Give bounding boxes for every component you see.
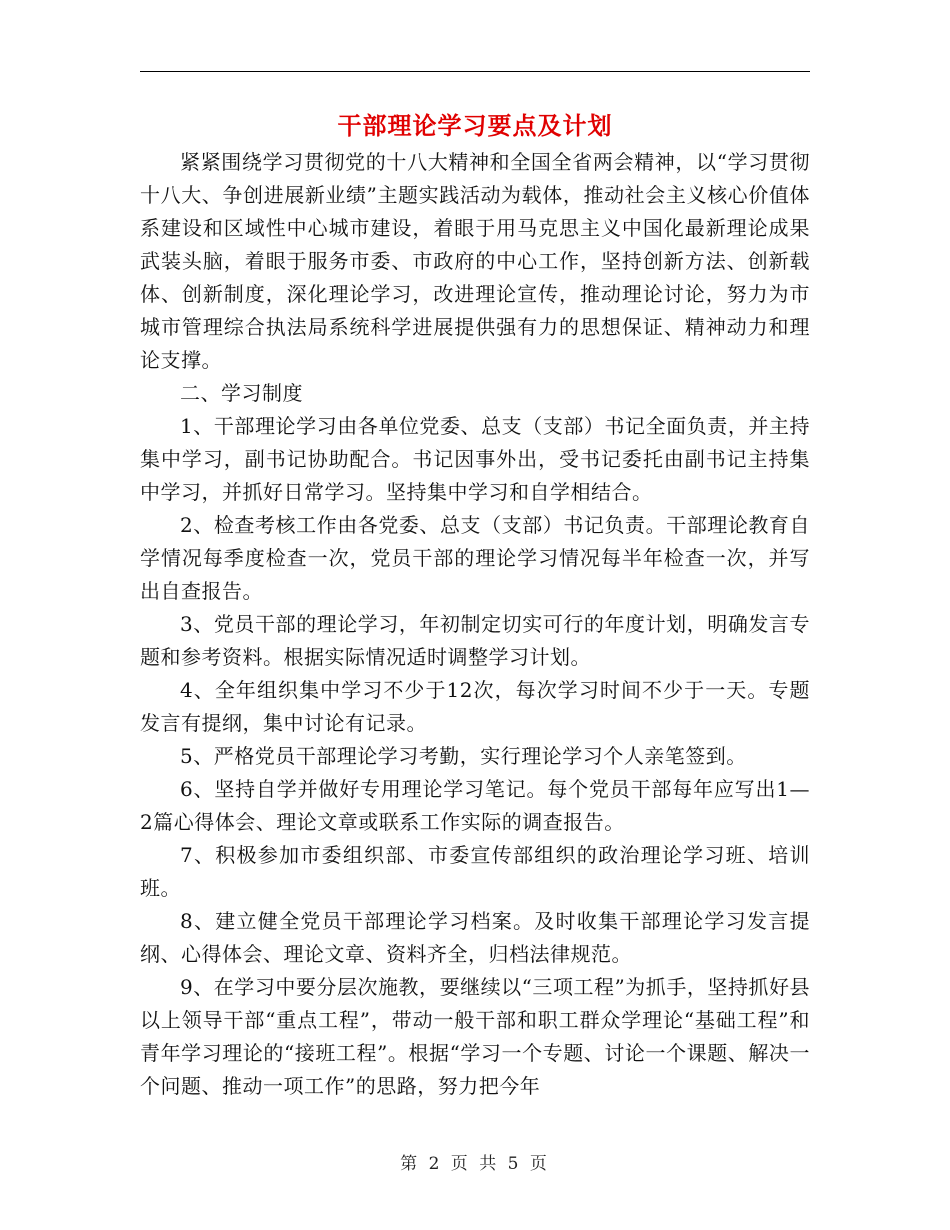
- document-title: 干部理论学习要点及计划: [337, 112, 613, 140]
- paragraph-item-6: 6、坚持自学并做好专用理论学习笔记。每个党员干部每年应写出1—2篇心得体会、理论文章或联系工作实际的调查报告。: [140, 777, 810, 834]
- paragraph-item-8: 8、建立健全党员干部理论学习档案。及时收集干部理论学习发言提纲、心得体会、理论文章、资料齐全，归档法律规范。: [140, 909, 810, 966]
- paragraph-item-4: 4、全年组织集中学习不少于12次，每次学习时间不少于一天。专题发言有提纲，集中讨论有记录。: [140, 678, 810, 735]
- document-body: [140, 146, 810, 1103]
- paragraph-item-1: 1、干部理论学习由各单位党委、总支（支部）书记全面负责，并主持集中学习，副书记协助配合。书记因事外出，受书记委托由副书记主持集中学习，并抓好日常学习。坚持集中学习和自学相结合。: [140, 414, 810, 504]
- section-heading-study-system: 二、学习制度: [180, 381, 303, 405]
- paragraph-item-9: 9、在学习中要分层次施教，要继续以“三项工程”为抓手，坚持抓好县以上领导干部“重点工程”，带动一般干部和职工群众学理论“基础工程”和青年学习理论的“接班工程”。根据“学习一个专题、讨论一个课题、解决一个问题、推动一项工作”的思路，努力把今年: [140, 975, 810, 1098]
- header-rule: [140, 71, 810, 72]
- page-number-footer: 第 2 页 共 5 页: [400, 1154, 550, 1174]
- paragraph-item-2: 2、检查考核工作由各党委、总支（支部）书记负责。干部理论教育自学情况每季度检查一次，党员干部的理论学习情况每半年检查一次，并写出自查报告。: [140, 513, 810, 603]
- paragraph-item-3: 3、党员干部的理论学习，年初制定切实可行的年度计划，明确发言专题和参考资料。根据实际情况适时调整学习计划。: [140, 612, 810, 669]
- paragraph-item-5: 5、严格党员干部理论学习考勤，实行理论学习个人亲笔签到。: [180, 744, 747, 768]
- paragraph-item-7: 7、积极参加市委组织部、市委宣传部组织的政治理论学习班、培训班。: [140, 843, 810, 900]
- paragraph-intro: 紧紧围绕学习贯彻党的十八大精神和全国全省两会精神，以“学习贯彻十八大、争创进展新业绩”主题实践活动为载体，推动社会主义核心价值体系建设和区域性中心城市建设，着眼于用马克思主义中国化最新理论成果武装头脑，着眼于服务市委、市政府的中心工作，坚持创新方法、创新载体、创新制度，深化理论学习，改进理论宣传，推动理论讨论，努力为市城市管理综合执法局系统科学进展提供强有力的思想保证、精神动力和理论支撑。: [140, 150, 810, 372]
